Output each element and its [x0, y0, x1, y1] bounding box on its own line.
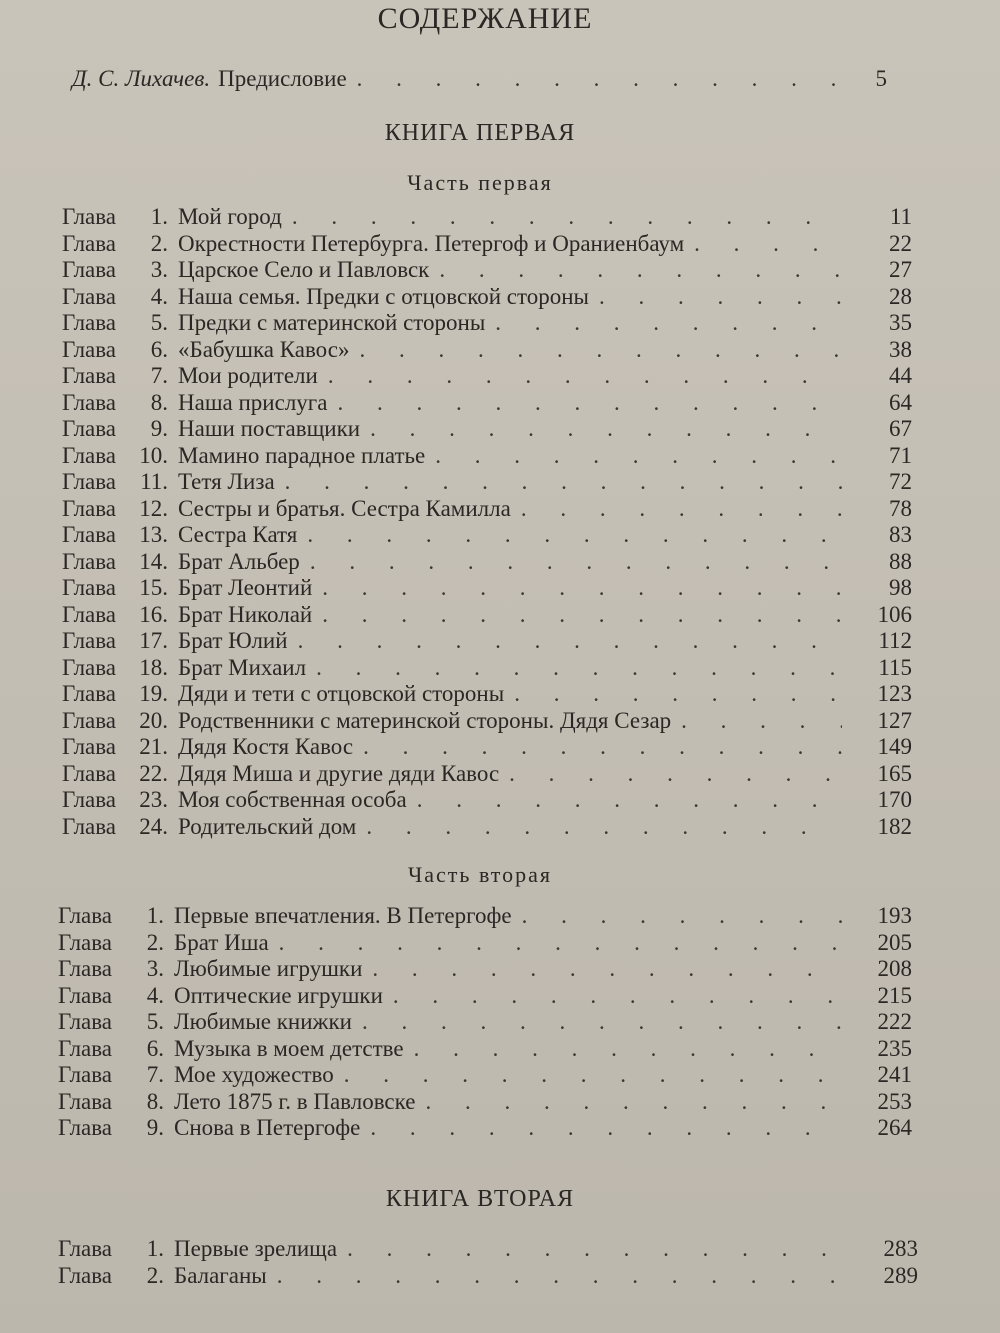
chapter-number: 1. [150, 204, 168, 229]
chapter-title: Брат Леонтий [178, 575, 313, 600]
dot-leader [328, 363, 842, 390]
dot-leader [681, 708, 842, 735]
chapter-page: 72 [889, 469, 912, 494]
dot-leader [425, 1089, 842, 1116]
chapter-page: 35 [889, 310, 912, 335]
dot-leader [366, 814, 842, 841]
toc-entry [58, 1115, 912, 1142]
chapter-page: 205 [877, 929, 912, 955]
chapter-label: Глава [62, 469, 117, 494]
dot-leader [522, 903, 842, 930]
dot-leader [362, 1009, 842, 1036]
chapter-page: 289 [883, 1262, 918, 1288]
dot-leader [514, 681, 842, 708]
chapter-page: 253 [877, 1088, 912, 1114]
chapter-number: 10. [139, 442, 168, 468]
chapter-label: Глава [62, 495, 117, 521]
chapter-number: 2. [146, 929, 164, 955]
chapter-page: 127 [877, 707, 912, 733]
chapter-number: 8. [150, 389, 168, 415]
chapter-number: 1. [146, 903, 164, 928]
dot-leader [417, 787, 842, 814]
chapter-title: Наша прислуга [178, 389, 328, 415]
chapter-title: Балаганы [174, 1262, 267, 1288]
chapter-page: 98 [889, 575, 912, 600]
toc-entry [62, 416, 912, 443]
toc-entry [62, 363, 912, 390]
dot-leader [435, 443, 842, 470]
chapter-label: Глава [62, 283, 117, 309]
toc-entry [58, 1236, 918, 1263]
chapter-page: 22 [889, 230, 912, 256]
chapter-label: Глава [62, 654, 117, 680]
dot-leader [359, 337, 842, 364]
dot-leader [370, 416, 842, 443]
chapter-number: 9. [146, 1115, 164, 1140]
dot-leader [322, 575, 842, 602]
chapter-title: Дядя Костя Кавос [178, 734, 354, 759]
dot-leader [357, 66, 847, 92]
chapter-label: Глава [62, 336, 117, 362]
dot-leader [337, 390, 842, 417]
dot-leader [363, 734, 842, 761]
dot-leader [393, 983, 842, 1010]
chapter-title: Предки с материнской стороны [178, 310, 486, 335]
preface-author: Д. С. Лихачев. [72, 66, 211, 91]
chapter-number: 5. [150, 310, 168, 335]
chapter-label: Глава [62, 760, 117, 786]
chapter-label: Глава [58, 1088, 113, 1114]
chapter-number: 3. [146, 956, 164, 981]
toc-entry [62, 496, 912, 523]
chapter-title: Первые впечатления. В Петергофе [174, 903, 512, 928]
toc-entry [62, 469, 912, 496]
dot-leader [509, 761, 842, 788]
chapter-page: 215 [877, 982, 912, 1008]
toc-entry [62, 204, 912, 231]
chapter-number: 17. [139, 628, 168, 653]
chapter-title: Оптические игрушки [174, 982, 383, 1008]
chapter-label: Глава [62, 787, 117, 812]
chapter-number: 18. [139, 654, 168, 680]
chapter-page: 235 [877, 1035, 912, 1061]
chapter-page: 112 [878, 628, 912, 653]
chapter-page: 149 [877, 734, 912, 759]
dot-leader [292, 204, 842, 231]
dot-leader [439, 257, 842, 284]
chapter-number: 23. [139, 787, 168, 812]
chapter-number: 7. [146, 1062, 164, 1087]
toc-entry [58, 956, 912, 983]
toc-entry [58, 930, 912, 957]
chapter-title: Лето 1875 г. в Павловске [174, 1088, 416, 1114]
dot-leader [310, 549, 842, 576]
chapter-number: 19. [139, 681, 168, 706]
chapter-number: 8. [146, 1088, 164, 1114]
toc-entry [62, 787, 912, 814]
toc-entry [58, 1263, 918, 1290]
chapter-label: Глава [58, 956, 113, 981]
chapter-page: 165 [877, 760, 912, 786]
chapter-number: 22. [139, 760, 168, 786]
dot-leader [279, 930, 842, 957]
book2-chapter-list [58, 1236, 918, 1289]
chapter-number: 3. [150, 257, 168, 282]
chapter-label: Глава [62, 601, 117, 627]
chapter-title: Мамино парадное платье [178, 442, 426, 468]
chapter-page: 182 [877, 813, 912, 839]
toc-entry [62, 443, 912, 470]
toc-entry [62, 814, 912, 841]
chapter-page: 170 [877, 787, 912, 812]
chapter-page: 38 [889, 336, 912, 362]
chapter-number: 6. [146, 1035, 164, 1061]
chapter-label: Глава [58, 1115, 113, 1140]
chapter-title: Брат Юлий [178, 628, 288, 653]
chapter-label: Глава [58, 1062, 113, 1087]
chapter-page: 115 [878, 654, 912, 680]
part1-heading: Часть первая [407, 170, 553, 195]
chapter-label: Глава [62, 522, 117, 547]
chapter-number: 1. [146, 1236, 164, 1261]
chapter-number: 24. [139, 813, 168, 839]
toc-entry [62, 231, 912, 258]
toc-entry [62, 602, 912, 629]
chapter-label: Глава [62, 416, 117, 441]
chapter-title: Окрестности Петербурга. Петергоф и Ораниенбаум [178, 230, 685, 256]
chapter-number: 5. [146, 1009, 164, 1034]
chapter-title: Мой город [178, 204, 282, 229]
chapter-page: 193 [877, 903, 912, 928]
chapter-label: Глава [62, 204, 117, 229]
chapter-title: Сестра Катя [178, 522, 298, 547]
chapter-title: Брат Альбер [178, 548, 300, 574]
part2-chapter-list [58, 903, 912, 1142]
chapter-title: Дяди и тети с отцовской стороны [178, 681, 505, 706]
preface-title: Предисловие [218, 66, 347, 91]
chapter-page: 83 [889, 522, 912, 547]
chapter-label: Глава [58, 1236, 113, 1261]
book1-heading: КНИГА ПЕРВАЯ [384, 120, 576, 146]
chapter-page: 88 [889, 548, 912, 574]
chapter-number: 15. [139, 575, 168, 600]
toc-entry [62, 681, 912, 708]
chapter-label: Глава [58, 1262, 113, 1288]
toc-entry [62, 734, 912, 761]
chapter-number: 2. [146, 1262, 164, 1288]
toc-entry [62, 549, 912, 576]
chapter-page: 71 [889, 442, 912, 468]
chapter-number: 16. [139, 601, 168, 627]
chapter-title: Музыка в моем детстве [174, 1035, 404, 1061]
chapter-page: 11 [889, 204, 912, 229]
toc-entry [58, 1062, 912, 1089]
chapter-title: Родственники с материнской стороны. Дядя Сезар [178, 707, 672, 733]
chapter-label: Глава [62, 389, 117, 415]
chapter-title: «Бабушка Кавос» [178, 336, 350, 362]
dot-leader [344, 1062, 842, 1089]
chapter-label: Глава [62, 707, 117, 733]
dot-leader [347, 1236, 848, 1263]
chapter-title: Наши поставщики [178, 416, 361, 441]
chapter-number: 7. [150, 363, 168, 388]
chapter-title: Моя собственная особа [178, 787, 407, 812]
chapter-label: Глава [58, 982, 113, 1008]
chapter-title: Брат Иша [174, 929, 269, 955]
chapter-page: 283 [883, 1236, 918, 1261]
chapter-title: Брат Николай [178, 601, 313, 627]
chapter-number: 4. [146, 982, 164, 1008]
book2-heading: КНИГА ВТОРАЯ [385, 1186, 575, 1212]
chapter-title: Любимые игрушки [174, 956, 363, 981]
toc-entry [62, 257, 912, 284]
chapter-page: 222 [877, 1009, 912, 1034]
chapter-number: 9. [150, 416, 168, 441]
chapter-title: Мои родители [178, 363, 318, 388]
chapter-title: Тетя Лиза [178, 469, 275, 494]
chapter-label: Глава [58, 903, 113, 928]
dot-leader [316, 655, 842, 682]
chapter-label: Глава [58, 929, 113, 955]
chapter-title: Дядя Миша и другие дяди Кавос [178, 760, 500, 786]
chapter-page: 123 [877, 681, 912, 706]
chapter-title: Любимые книжки [174, 1009, 352, 1034]
dot-leader [322, 602, 842, 629]
toc-entry-preface [72, 66, 887, 92]
chapter-label: Глава [58, 1035, 113, 1061]
chapter-label: Глава [62, 363, 117, 388]
chapter-title: Сестры и братья. Сестра Камилла [178, 495, 511, 521]
dot-leader [370, 1115, 842, 1142]
preface-page: 5 [875, 66, 887, 91]
chapter-title: Брат Михаил [178, 654, 307, 680]
chapter-page: 264 [877, 1115, 912, 1140]
toc-entry [62, 284, 912, 311]
chapter-page: 28 [889, 283, 912, 309]
chapter-title: Наша семья. Предки с отцовской стороны [178, 283, 589, 309]
chapter-label: Глава [62, 548, 117, 574]
dot-leader [285, 469, 842, 496]
part2-heading: Часть вторая [407, 862, 553, 887]
chapter-label: Глава [58, 1009, 113, 1034]
chapter-number: 12. [139, 495, 168, 521]
toc-entry [62, 575, 912, 602]
chapter-page: 27 [889, 257, 912, 282]
dot-leader [307, 522, 842, 549]
toc-entry [58, 1009, 912, 1036]
toc-entry [62, 655, 912, 682]
chapter-label: Глава [62, 575, 117, 600]
chapter-page: 78 [889, 495, 912, 521]
chapter-number: 6. [150, 336, 168, 362]
page-title: СОДЕРЖАНИЕ [377, 2, 593, 35]
chapter-label: Глава [62, 442, 117, 468]
dot-leader [298, 628, 842, 655]
toc-entry [62, 337, 912, 364]
chapter-page: 67 [889, 416, 912, 441]
dot-leader [495, 310, 842, 337]
toc-entry [58, 903, 912, 930]
toc-entry [62, 761, 912, 788]
chapter-page: 64 [889, 389, 912, 415]
chapter-number: 2. [150, 230, 168, 256]
chapter-title: Снова в Петергофе [174, 1115, 361, 1140]
dot-leader [521, 496, 842, 523]
chapter-title: Родительский дом [178, 813, 357, 839]
chapter-page: 208 [877, 956, 912, 981]
part1-chapter-list [62, 204, 912, 840]
chapter-number: 21. [139, 734, 168, 759]
chapter-page: 106 [877, 601, 912, 627]
chapter-label: Глава [62, 681, 117, 706]
dot-leader [694, 231, 842, 258]
toc-entry [58, 1036, 912, 1063]
chapter-number: 4. [150, 283, 168, 309]
toc-entry [62, 708, 912, 735]
chapter-title: Царское Село и Павловск [178, 257, 430, 282]
toc-entry [58, 983, 912, 1010]
chapter-number: 13. [139, 522, 168, 547]
toc-entry [58, 1089, 912, 1116]
toc-entry [62, 310, 912, 337]
dot-leader [599, 284, 842, 311]
chapter-label: Глава [62, 628, 117, 653]
chapter-page: 44 [889, 363, 912, 388]
chapter-label: Глава [62, 813, 117, 839]
chapter-title: Мое художество [174, 1062, 334, 1087]
chapter-label: Глава [62, 230, 117, 256]
chapter-label: Глава [62, 257, 117, 282]
toc-entry [62, 390, 912, 417]
dot-leader [372, 956, 842, 983]
chapter-title: Первые зрелища [174, 1236, 338, 1261]
chapter-page: 241 [877, 1062, 912, 1087]
chapter-label: Глава [62, 734, 117, 759]
chapter-number: 20. [139, 707, 168, 733]
dot-leader [277, 1263, 848, 1290]
toc-entry [62, 628, 912, 655]
chapter-number: 14. [139, 548, 168, 574]
chapter-label: Глава [62, 310, 117, 335]
chapter-number: 11. [140, 469, 168, 494]
dot-leader [414, 1036, 842, 1063]
toc-entry [62, 522, 912, 549]
